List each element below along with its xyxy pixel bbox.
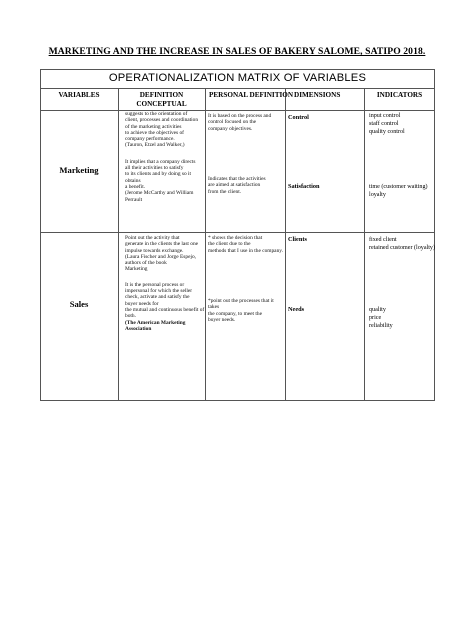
column-divider-3 xyxy=(285,88,286,401)
definition-line: Point out the activity that xyxy=(125,235,180,241)
definition-line: It is based on the process and xyxy=(208,113,272,119)
marketing-conceptual-definition xyxy=(125,111,205,203)
definition-line: methods that I use in the company. xyxy=(208,247,283,254)
variable-sales: Sales xyxy=(69,299,89,309)
variable-marketing: Marketing xyxy=(59,165,99,175)
sales-personal-definition-clients xyxy=(208,235,285,254)
marketing-personal-definition-satisfaction xyxy=(208,176,285,195)
indicator-item: fixed client xyxy=(369,237,397,243)
definition-line: *point out the processes that it takes xyxy=(208,298,274,311)
column-divider-4 xyxy=(364,88,365,401)
header-bottom-rule xyxy=(40,110,435,111)
header-definition-line1: DEFINITION xyxy=(139,91,184,99)
header-definition-line2: CONCEPTUAL xyxy=(136,100,187,108)
matrix-title: OPERATIONALIZATION MATRIX OF VARIABLES xyxy=(108,72,367,84)
definition-line: to its clients and by doing so it obtains xyxy=(125,171,192,184)
indicator-item: staff control xyxy=(369,121,399,128)
definition-line: Perrault xyxy=(125,196,143,203)
definition-line: (Tauron, Etzel and Walker,) xyxy=(125,142,185,149)
indicators-satisfaction xyxy=(369,183,428,199)
indicator-item: loyalty xyxy=(369,192,386,199)
sales-conceptual-definition xyxy=(125,235,207,332)
column-divider-1 xyxy=(118,88,119,401)
definition-line: all their activities to satisfy xyxy=(125,165,184,172)
indicator-item: quality xyxy=(369,307,386,313)
definition-line: It implies that a company directs xyxy=(125,158,196,165)
definition-line: the mutual and continuous benefit of xyxy=(125,306,205,313)
document-title: MARKETING AND THE INCREASE IN SALES OF BAKERY SALOME, SATIPO 2018. xyxy=(48,46,426,57)
definition-line: of the marketing activities xyxy=(125,123,182,130)
indicators-clients xyxy=(369,236,435,252)
definition-line: from the client. xyxy=(208,188,242,195)
indicator-item: input control xyxy=(369,113,401,119)
definition-line: authors of the book xyxy=(125,260,167,267)
definition-line: are aimed at satisfaction xyxy=(208,182,261,189)
definition-line: to achieve the objectives of xyxy=(125,129,184,136)
row-divider xyxy=(40,232,435,233)
definition-line: buyer needs. xyxy=(208,316,236,323)
definition-line: the client due to the xyxy=(208,241,251,248)
header-personal-definition: PERSONAL DEFINITION xyxy=(209,91,294,99)
dimension-satisfaction: Satisfaction xyxy=(288,183,320,190)
indicator-item: price xyxy=(369,315,382,322)
definition-line: company objectives. xyxy=(208,125,253,132)
header-variables: VARIABLES xyxy=(58,91,100,99)
dimension-control: Control xyxy=(288,114,309,121)
definition-line: It is the personal process or xyxy=(125,281,185,288)
dimension-needs: Needs xyxy=(288,306,305,313)
definition-line: suggests to the orientation of xyxy=(125,111,188,117)
indicator-item: reliability xyxy=(369,323,393,330)
definition-source: (The American Marketing xyxy=(125,319,186,326)
definition-source: Association xyxy=(125,325,152,332)
header-dimensions: DIMENSIONS xyxy=(294,91,341,99)
header-definition-conceptual xyxy=(118,91,205,109)
indicator-item: retained customer (loyalty) xyxy=(369,245,435,252)
definition-line: * shows the decision that xyxy=(208,235,263,241)
definition-line: generate in the clients the last one xyxy=(125,241,199,248)
indicators-control xyxy=(369,112,405,137)
definition-line: Marketing xyxy=(125,266,148,273)
definition-line: the company, to meet the xyxy=(208,310,262,317)
definition-line: client, processes and coordination xyxy=(125,117,199,124)
definition-line: impulse towards exchange. xyxy=(125,247,184,254)
sales-personal-definition-needs xyxy=(208,298,285,323)
indicator-item: quality control xyxy=(369,129,405,136)
header-indicators: INDICATORS xyxy=(376,91,423,99)
definition-line: buyer needs for xyxy=(125,300,159,307)
definition-line: company performance. xyxy=(125,136,175,143)
definition-line: (Jerome McCarthy and William xyxy=(125,190,194,197)
marketing-personal-definition-control xyxy=(208,113,285,132)
definition-line: check, activate and satisfy the xyxy=(125,294,190,301)
definition-line: control focused on the xyxy=(208,119,257,126)
indicator-item: time (customer waiting) xyxy=(369,184,428,190)
definition-line: impersonal for which the seller xyxy=(125,288,193,295)
definition-line: (Laura Fischer and Jorge Espejo, xyxy=(125,253,197,260)
dimension-clients: Clients xyxy=(288,236,307,243)
definition-line: a benefit. xyxy=(125,183,146,190)
definition-line: both. xyxy=(125,313,136,320)
indicators-needs xyxy=(369,306,393,331)
definition-line: Indicates that the activities xyxy=(208,176,266,182)
header-top-rule xyxy=(40,88,435,89)
